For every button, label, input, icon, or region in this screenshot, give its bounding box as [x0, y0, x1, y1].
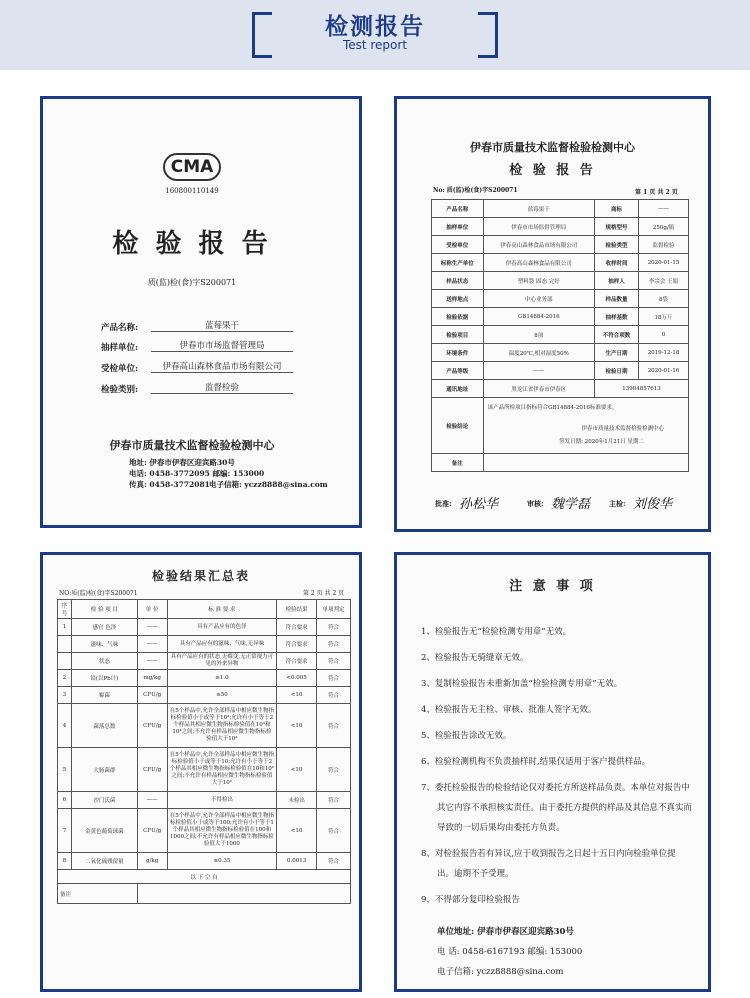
table-row	[432, 218, 689, 236]
table-cell: 检验结论	[432, 398, 484, 454]
remark-row	[432, 454, 689, 472]
report-page: 第 1 页 共 2 页	[635, 189, 678, 196]
table-row	[58, 809, 351, 853]
table-cell: 蓝莓果干	[483, 200, 594, 218]
table-cell: 8袋	[639, 290, 689, 308]
table-row	[58, 670, 351, 687]
report-no: No: 质(监)检(食)字S200071	[433, 187, 518, 194]
table-cell: 霉菌	[71, 687, 137, 704]
table-cell: 备注	[432, 454, 484, 472]
table-cell: <10	[277, 704, 317, 748]
table-row	[58, 687, 351, 704]
notice-page-panel	[394, 552, 711, 992]
col-header: 检 验 项 目	[71, 600, 137, 619]
notice-item: 8、对检验报告若有异议,应于收到报告之日起十五日内向检验单位提	[421, 849, 676, 859]
table-cell: mg/kg	[137, 670, 167, 687]
table-cell: 符合	[317, 704, 351, 748]
table-cell: <10	[277, 687, 317, 704]
table-cell: 商标	[594, 200, 638, 218]
cert-number: 160800110149	[165, 187, 219, 195]
notice-item: 出。逾期不予受理。	[437, 869, 514, 879]
table-cell: <10	[277, 748, 317, 792]
table-cell: 4	[58, 704, 72, 748]
table-cell: 伊春高山森林食品市场有限公司	[483, 236, 594, 254]
table-cell: 中心业务部	[483, 290, 594, 308]
table-cell: 符合	[317, 792, 351, 809]
table-cell: 检验类型	[594, 236, 638, 254]
table-cell: 符合要求	[277, 636, 317, 653]
table-cell: CFU/g	[137, 687, 167, 704]
table-cell: 黑龙江省伊春市伊春区	[483, 380, 594, 398]
table-row	[58, 619, 351, 636]
table-cell: 温度20℃,相对湿度50%	[483, 344, 594, 362]
notice-item: 4、检验报告无主检、审核、批准人签字无效。	[421, 705, 597, 715]
table-row	[58, 704, 351, 748]
table-cell: 符合	[317, 748, 351, 792]
table-cell: 8项	[483, 326, 594, 344]
cma-logo: CMA	[163, 153, 221, 181]
table-cell: ≤0.35	[167, 853, 277, 870]
table-cell: 生产日期	[594, 344, 638, 362]
table-cell: 样品状态	[432, 272, 484, 290]
field-label-category: 检验类别:	[101, 385, 139, 395]
conclusion-text: 该产品所检项目指标符合GB14884-2016标准要求。	[487, 405, 618, 411]
table-cell: 菌落总数	[71, 704, 137, 748]
table-cell: g/kg	[137, 853, 167, 870]
table-cell: 250g/瓶	[639, 218, 689, 236]
report-info-table	[431, 199, 689, 472]
field-value-sampler: 伊春市市场监督管理局	[151, 339, 293, 352]
blank-row	[58, 870, 351, 884]
table-cell: GB14884-2016	[483, 308, 594, 326]
table-cell: 符合	[317, 809, 351, 853]
table-cell: 李宗会 王娟	[639, 272, 689, 290]
notice-item: 9、不得部分复印检验报告	[421, 895, 520, 905]
notice-address: 单位地址: 伊春市伊春区迎宾路30号	[437, 927, 574, 937]
table-row	[432, 236, 689, 254]
banner-title: 检测报告	[325, 14, 425, 40]
banner-subtitle: Test report	[342, 38, 408, 52]
table-cell: 符合要求	[277, 653, 317, 670]
table-cell: ——	[137, 636, 167, 653]
report-number: 质(监)检(食)字S200071	[147, 278, 237, 287]
conclusion-cell	[483, 398, 688, 454]
notice-item: 6、检验检测机构不负责抽样时,结果仅适用于客户提供样品。	[421, 757, 651, 767]
table-cell: 具有产品应有的滋味、气味,无异味	[167, 636, 277, 653]
table-cell: 具有产品应有的状态,无霉变,无正常视力可见的外来异物	[167, 653, 277, 670]
summary-table	[57, 599, 351, 904]
table-cell: 18万斤	[639, 308, 689, 326]
notice-item: 1、检验报告无“检验检测专用章”无效。	[421, 627, 572, 637]
table-cell: CFU/g	[137, 748, 167, 792]
table-cell	[58, 653, 72, 670]
header-banner	[0, 0, 750, 70]
notice-email: 电子信箱: yczz8888@sina.com	[437, 967, 564, 977]
table-cell: 感官 色泽	[71, 619, 137, 636]
table-cell: 符合	[317, 687, 351, 704]
table-cell: 抽样基数	[594, 308, 638, 326]
table-cell: ——	[483, 362, 594, 380]
table-row	[432, 326, 689, 344]
table-cell: ——	[137, 792, 167, 809]
table-cell: 3	[58, 687, 72, 704]
col-header: 单项判定	[317, 600, 351, 619]
table-cell: ≤1.0	[167, 670, 277, 687]
conclusion-row	[432, 398, 689, 454]
table-row	[432, 362, 689, 380]
table-cell: 环境条件	[432, 344, 484, 362]
table-cell: ——	[137, 619, 167, 636]
col-header: 单 位	[137, 600, 167, 619]
summary-page-panel	[40, 552, 362, 992]
cover-address: 地址: 伊春市伊春区迎宾路30号	[129, 458, 235, 467]
table-cell: 0.0013	[277, 853, 317, 870]
col-header: 序号	[58, 600, 72, 619]
field-value-product: 蓝莓果干	[151, 319, 293, 332]
table-cell: 受检单位	[432, 236, 484, 254]
conclusion-org: 伊春市质量技术监督检验检测中心	[581, 426, 664, 432]
review-signature: 魏学磊	[551, 497, 591, 512]
field-label-inspected: 受检单位:	[101, 364, 139, 374]
table-cell: 规格型号	[594, 218, 638, 236]
table-cell: 0	[639, 326, 689, 344]
approve-label: 批准:	[435, 499, 452, 508]
table-cell: 1	[58, 619, 72, 636]
inspect-signature: 刘俊华	[633, 497, 673, 512]
table-cell: 2019-12-18	[639, 344, 689, 362]
header-row	[58, 600, 351, 619]
cover-fax: 传真: 0458-3772081	[129, 480, 210, 489]
table-cell: 13904857613	[594, 380, 688, 398]
notice-item: 5、检验报告涂改无效。	[421, 731, 512, 741]
table-cell: 6	[58, 792, 72, 809]
notice-item: 2、检验报告无骑缝章无效。	[421, 653, 529, 663]
table-cell: 送样地点	[432, 290, 484, 308]
table-cell: 不得检出	[167, 792, 277, 809]
table-cell: 塑料袋 固态 完好	[483, 272, 594, 290]
table-cell: 滋味、气味	[71, 636, 137, 653]
table-row	[58, 853, 351, 870]
report-org: 伊春市质量技术监督检验检测中心	[470, 141, 635, 154]
cover-email: 电子信箱: yczz8888@sina.com	[209, 480, 328, 489]
cover-page-panel	[40, 96, 362, 528]
table-cell: 5	[58, 748, 72, 792]
table-cell: 检验项目	[432, 326, 484, 344]
table-cell: 抽样单位	[432, 218, 484, 236]
table-cell: 不符合项数	[594, 326, 638, 344]
table-cell: 标称生产单位	[432, 254, 484, 272]
table-cell: 铅(以Pb计)	[71, 670, 137, 687]
table-cell: <10	[277, 809, 317, 853]
table-cell: 符合	[317, 653, 351, 670]
field-label-sampler: 抽样单位:	[101, 343, 139, 353]
notice-item: 导致的一切后果均由委托方负责。	[437, 823, 565, 833]
table-cell: 大肠菌群	[71, 748, 137, 792]
table-cell: 收样时间	[594, 254, 638, 272]
table-cell: 备注	[58, 884, 138, 904]
table-cell: ——	[137, 653, 167, 670]
table-cell: 状态	[71, 653, 137, 670]
table-cell: 在5个样品中,允许全部样品中相应微生物指标检验值小于或等于100;允许有小于等于1个样品其相应微生物指标检验值在100和1000之间;不允许有样品相应微生物指标检验值大于1000	[167, 809, 277, 853]
field-value-inspected: 伊春高山森林食品市场有限公司	[151, 360, 293, 373]
table-cell: 符合	[317, 853, 351, 870]
notice-title: 注 意 事 项	[509, 579, 596, 594]
table-cell: CFU/g	[137, 704, 167, 748]
table-cell: ——	[639, 200, 689, 218]
table-cell: 2020-01-15	[639, 254, 689, 272]
table-cell: 7	[58, 809, 72, 853]
table-cell	[483, 454, 688, 472]
sign-date: 签发日期: 2020年1月21日 星期二	[559, 439, 644, 445]
report-title: 检 验 报 告	[509, 163, 596, 178]
table-cell: 在5个样品中,允许全部样品中相应微生物指标检验值小于或等于10³;允许有小于等于2个样品其相应微生物指标检验值在10³和10⁴之间;不允许有样品相应微生物指标检验值大于10⁴	[167, 704, 277, 748]
table-cell: 通讯地址	[432, 380, 484, 398]
table-cell: 监督检验	[639, 236, 689, 254]
report-page-panel	[394, 96, 711, 532]
notice-item: 其它内容不承担核实责任。由于委托方提供的样品及其信息不真实而	[437, 803, 693, 813]
table-row	[58, 792, 351, 809]
table-cell: 以 下 空 白	[58, 870, 351, 884]
notice-item: 3、复制检验报告未重新加盖“检验检测专用章”无效。	[421, 679, 623, 689]
table-row	[432, 200, 689, 218]
summary-page: 第 2 页 共 2 页	[303, 590, 345, 597]
table-cell: 二氧化硫残留量	[71, 853, 137, 870]
inspect-label: 主检:	[609, 499, 626, 508]
table-row	[432, 290, 689, 308]
table-cell: 8	[58, 853, 72, 870]
table-row	[432, 254, 689, 272]
table-cell: 样品数量	[594, 290, 638, 308]
table-cell: 符合	[317, 636, 351, 653]
field-value-category: 监督检验	[151, 381, 293, 394]
table-cell: 金黄色葡萄球菌	[71, 809, 137, 853]
table-cell: 具有产品应有的色泽	[167, 619, 277, 636]
review-label: 审核:	[527, 499, 544, 508]
table-cell: 检验日期	[594, 362, 638, 380]
table-cell: 符合	[317, 670, 351, 687]
table-cell: 符合要求	[277, 619, 317, 636]
table-cell: 符合	[317, 619, 351, 636]
summary-no: NO:质(监)检(食)字S200071	[59, 590, 138, 597]
summary-title: 检验结果汇总表	[151, 569, 250, 583]
table-cell: 沙门氏菌	[71, 792, 137, 809]
table-cell: 产品名称	[432, 200, 484, 218]
table-cell: ≤50	[167, 687, 277, 704]
table-cell: 抽样人	[594, 272, 638, 290]
table-row	[58, 636, 351, 653]
table-row	[58, 748, 351, 792]
table-cell: 在5个样品中,允许全部样品中相应微生物指标检验值小于或等于10;允许有小于等于2个样品其相应微生物指标检验值在10和10²之间;不允许有样品相应微生物指标检验值大于10²	[167, 748, 277, 792]
address-row	[432, 380, 689, 398]
table-row	[432, 344, 689, 362]
table-cell: 检验依据	[432, 308, 484, 326]
table-cell: 未检出	[277, 792, 317, 809]
notice-item: 7、委托检验报告的检验结论仅对委托方所送样品负责。本单位对报告中	[421, 783, 690, 793]
table-cell: <0.005	[277, 670, 317, 687]
field-label-product: 产品名称:	[101, 323, 139, 333]
col-header: 检验结果	[277, 600, 317, 619]
table-cell: 2020-01-16	[639, 362, 689, 380]
col-header: 标 准 要 求	[167, 600, 277, 619]
cover-org: 伊春市质量技术监督检验检测中心	[109, 439, 275, 452]
cover-title: 检 验 报 告	[112, 229, 272, 259]
table-cell: 产品等级	[432, 362, 484, 380]
table-cell: 伊春市市场监督管理局	[483, 218, 594, 236]
table-row	[432, 272, 689, 290]
summary-remark-row	[58, 884, 351, 904]
notice-phone: 电 话: 0458-6167193 邮编: 153000	[437, 947, 583, 957]
table-cell: CFU/g	[137, 809, 167, 853]
approve-signature: 孙松华	[459, 497, 499, 512]
table-cell: 2	[58, 670, 72, 687]
table-cell	[58, 636, 72, 653]
table-cell: 伊春高山森林食品有限公司	[483, 254, 594, 272]
table-row	[432, 308, 689, 326]
cover-phone: 电话: 0458-3772095 邮编: 153000	[129, 469, 265, 478]
table-cell	[137, 884, 350, 904]
table-row	[58, 653, 351, 670]
